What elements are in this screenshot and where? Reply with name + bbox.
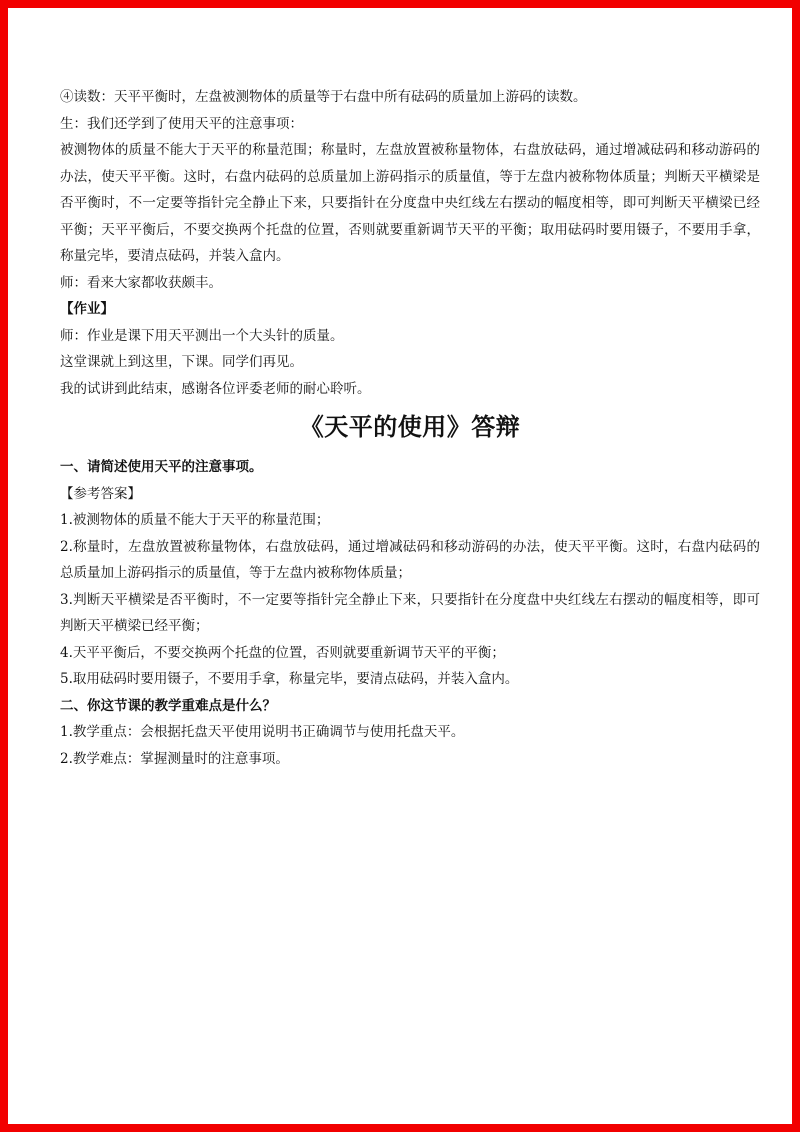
defense-title: 《天平的使用》答辩 [299, 412, 521, 441]
question-1-heading: 一、请简述使用天平的注意事项。 [60, 459, 263, 475]
precautions-paragraph: 被测物体的质量不能大于天平的称量范围；称量时，左盘放置被称量物体，右盘放砝码，通过增减砝码和移动游码的办法，使天平平衡。这时，右盘内砝码的总质量加上游码指示的质量值，等于左盘内被称物体质量；判断天平横梁是否平衡时，不一定要等指针完全静止下来，只要指针在分度盘中央红线左右摆动的幅度相等，即可判断天平横梁已经平衡；天平平衡后，不要交换两个托盘的位置，否则就要重新调节天平的平衡；取用砝码时要用镊子，不要用手拿，称量完毕，要清点砝码，并装入盒内。 [60, 142, 760, 264]
closing-line: 这堂课就上到这里，下课。同学们再见。 [60, 354, 303, 370]
answer-label: 【参考答案】 [60, 485, 141, 502]
teacher-line: 师：看来大家都收获颇丰。 [60, 274, 222, 291]
document-body [60, 84, 760, 772]
homework-heading: 【作业】 [60, 301, 114, 317]
homework-text: 师：作业是课下用天平测出一个大头针的质量。 [60, 327, 344, 344]
answer-item: 2.称量时，左盘放置被称量物体，右盘放砝码，通过增减砝码和移动游码的办法，使天平平衡。这时，右盘内砝码的总质量加上游码指示的质量值，等于左盘内被称物体质量； [60, 538, 760, 581]
answer-item: 1.被测物体的质量不能大于天平的称量范围； [60, 512, 330, 528]
teaching-key-point: 1.教学重点：会根据托盘天平使用说明书正确调节与使用托盘天平。 [60, 724, 465, 740]
thanks-line: 我的试讲到此结束，感谢各位评委老师的耐心聆听。 [60, 380, 371, 397]
reading-rule-paragraph: ④读数：天平平衡时，左盘被测物体的质量等于右盘中所有砝码的质量加上游码的读数。 [60, 89, 587, 105]
student-line: 生：我们还学到了使用天平的注意事项： [60, 115, 303, 132]
teaching-difficulty: 2.教学难点：掌握测量时的注意事项。 [60, 750, 289, 767]
question-2-heading: 二、你这节课的教学重难点是什么？ [60, 697, 276, 714]
answer-item: 5.取用砝码时要用镊子，不要用手拿，称量完毕，要清点砝码，并装入盒内。 [60, 671, 519, 687]
answer-item: 4.天平平衡后，不要交换两个托盘的位置，否则就要重新调节天平的平衡； [60, 644, 505, 661]
answer-item: 3.判断天平横梁是否平衡时，不一定要等指针完全静止下来，只要指针在分度盘中央红线左右摆动的幅度相等，即可判断天平横梁已经平衡； [60, 591, 760, 634]
